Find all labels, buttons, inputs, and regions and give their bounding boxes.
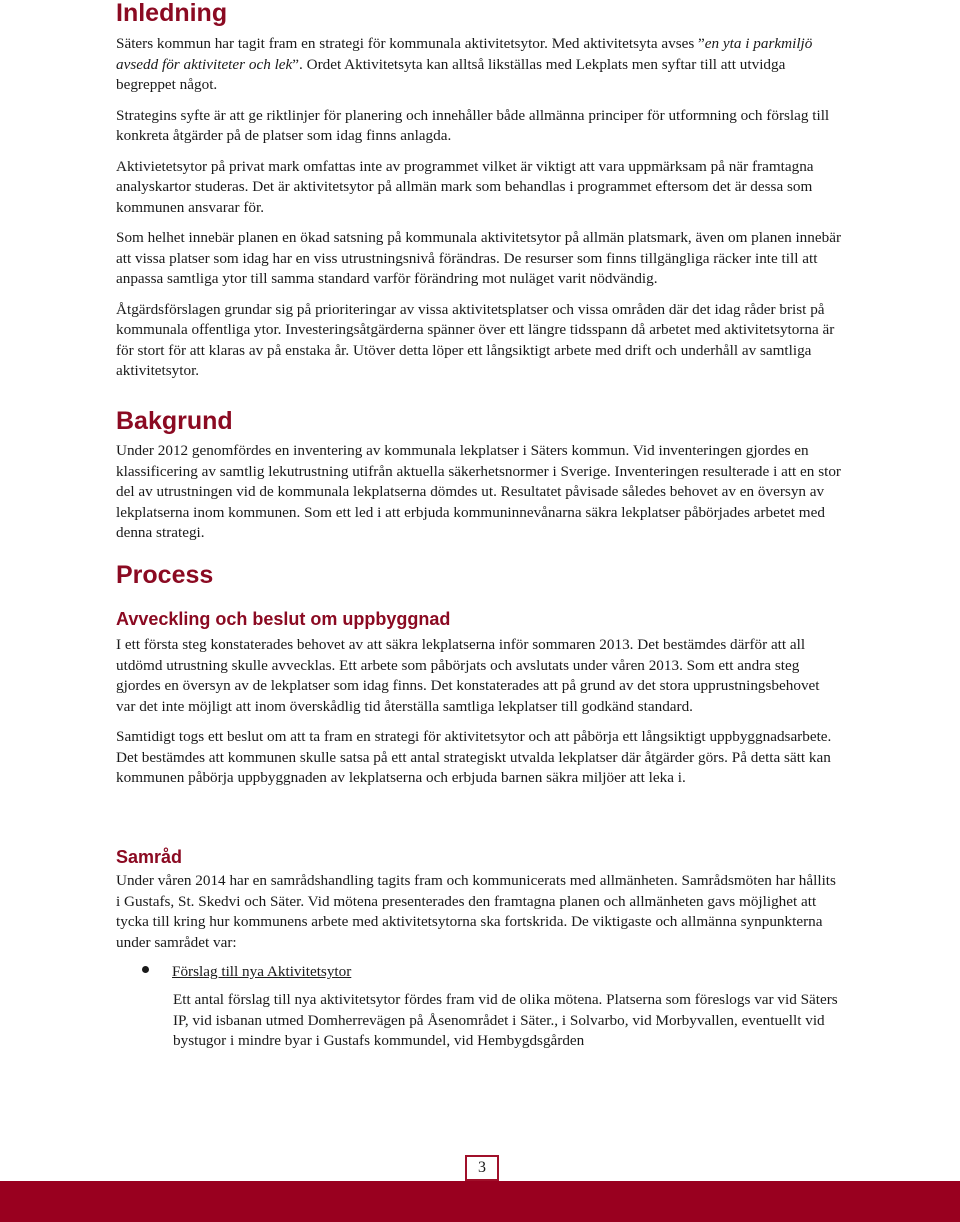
paragraph: Aktivietetsytor på privat mark omfattas inte av programmet vilket är viktigt att vara uppmärksam på när framtagna analyskartor studeras. Det är aktivitetsytor på allmän mark som behandlas i programmet eftersom det är dessa som kommunen ansvarar för.: [116, 157, 814, 216]
subheading-samrad: Samråd: [116, 847, 183, 867]
text-run: ”. Ordet Aktivitetsyta kan alltså likställas med Lekplats men syftar till att utvidga begreppet något.: [116, 55, 786, 93]
bullet-link-forslag[interactable]: Förslag till nya Aktivitetsytor: [172, 963, 352, 980]
section-samrad: [116, 871, 842, 953]
paragraph: Under 2012 genomfördes en inventering av kommunala lekplatser i Säters kommun. Vid inventeringen gjordes en klassificering av samtlig lekutrustning utifrån aktuella säkerhetsnormer i Sverige. Inventeringen resulterade i att en stor del av utrustningen vid de kommunala lekplatserna dömdes ut. Resultatet påvisade således behovet av en översyn av lekplatserna inom kommunen. Som ett led i att erbjuda kommuninnevånarna säkra lekplatser påbörjades arbetet med denna strategi.: [116, 442, 841, 541]
text-run: Säters kommun har tagit fram en strategi för kommunala aktivitetsytor. Med aktivitetsyta avses ”: [116, 35, 705, 52]
subheading-avveckling: Avveckling och beslut om uppbyggnad: [116, 609, 451, 629]
section-bakgrund: [116, 441, 842, 544]
heading-inledning: Inledning: [116, 0, 228, 27]
paragraph: Under våren 2014 har en samrådshandling tagits fram och kommunicerats med allmänheten. Samrådsmöten har hållits i Gustafs, St. Skedvi och Säter. Vid mötena presenterades den framtagna planen och allmänheten gavs möjlighet att tycka till kring hur kommunens arbete med aktivitetsytorna ska fortskrida. De viktigaste och allmänna synpunkterna under samrådet var:: [116, 872, 836, 951]
footer-bar: [0, 1181, 960, 1222]
heading-bakgrund: Bakgrund: [116, 407, 233, 435]
paragraph: I ett första steg konstaterades behovet av att säkra lekplatserna inför sommaren 2013. Det bestämdes därför att all utdömd utrustning skulle avvecklas. Ett arbete som påbörjats och avslutats under våren 2013. Som ett andra steg gjordes en översyn av de lekplatser som idag finns. Det konstaterades att på grund av det stora upprustningsbehovet var det inte möjligt att inom överskådlig tid återställa samtliga lekplatser till godkänd standard.: [116, 636, 820, 715]
paragraph: Samtidigt togs ett beslut om att ta fram en strategi för aktivitetsytor och att påbörja ett långsiktigt uppbyggnadsarbete. Det bestämdes att kommunen skulle satsa på ett antal strategiskt utvalda lekplatser där åtgärder görs. På detta sätt kan kommunen påbörja uppbyggnaden av lekplatserna och erbjuda barnen säkra miljöer att leka i.: [116, 728, 832, 786]
section-inledning: [116, 34, 842, 382]
italic-run: en yta i parkmiljö avsedd för aktiviteter och lek: [116, 35, 813, 73]
bullet-paragraph: Ett antal förslag till nya aktivitetsytor fördes fram vid de olika mötena. Platserna som föreslogs var vid Säters IP, vid isbanan utmed Domherrevägen på Åsenområdet i Säter., i Solvarbo, vid Morbyvallen, eventuellt vid bystugor i mindre byar i Gustafs kommundel, vid Hembygdsgården: [173, 991, 838, 1049]
section-avveckling: [116, 635, 842, 789]
paragraph: Som helhet innebär planen en ökad satsning på kommunala aktivitetsytor på allmän platsmark, även om planen innebär att vissa platser som idag har en viss utrustningsnivå förändras. De resurser som finns tillgängliga räcker inte till att anpassa samtliga ytor till samma standard varför förändring mot nuläget varit nödvändig.: [116, 229, 842, 287]
paragraph: Åtgärdsförslagen grundar sig på prioriteringar av vissa aktivitetsplatser och vissa områden där det idag råder brist på kommunala offentliga ytor. Investeringsåtgärderna spänner över ett längre tidsspann då arbetet med aktivitetsytorna är för stort för att klaras av på enstaka år. Utöver detta löper ett långsiktigt arbete med drift och underhåll av samtliga aktivitetsytor.: [116, 300, 835, 379]
page-number: 3: [465, 1155, 499, 1181]
heading-process: Process: [116, 561, 214, 589]
bullet-icon: [142, 966, 149, 973]
paragraph: [116, 34, 842, 96]
paragraph: Strategins syfte är att ge riktlinjer för planering och innehåller både allmänna principer för utformning och förslag till konkreta åtgärder på de platser som idag finns anlagda.: [116, 106, 830, 144]
